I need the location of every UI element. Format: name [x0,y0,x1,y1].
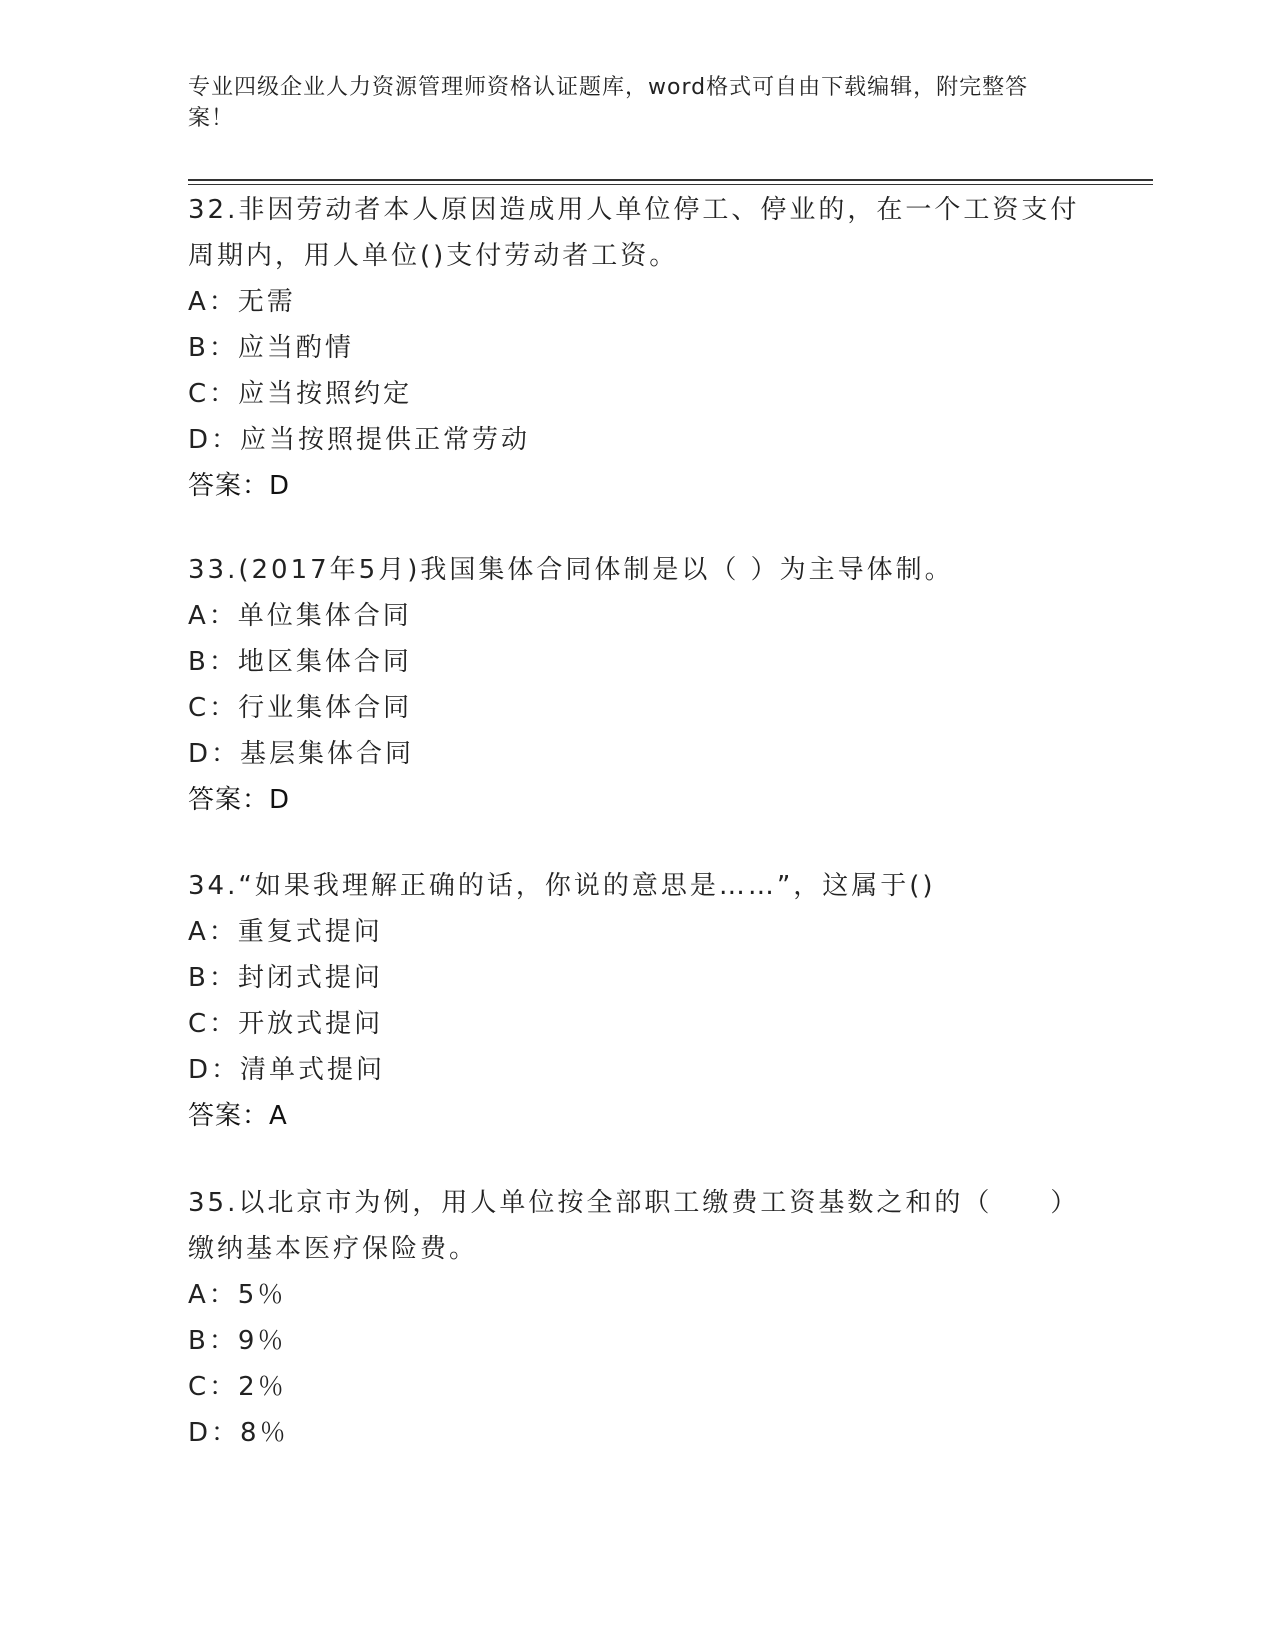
answer-text: 答案：A [188,1101,288,1131]
question-stem: 34.“如果我理解正确的话，你说的意思是……”，这属于() [188,871,936,901]
option-c: C：行业集体合同 [188,693,413,723]
question-35 [188,1180,1088,1456]
question-stem: 35.以北京市为例，用人单位按全部职工缴费工资基数之和的（ ）缴纳基本医疗保险费。 [188,1188,1080,1264]
option-a: A：5％ [188,1280,287,1310]
option-d: D：清单式提问 [188,1055,386,1085]
option-d: D：8％ [188,1418,289,1448]
option-a: A：重复式提问 [188,917,383,947]
option-b: B：封闭式提问 [188,963,383,993]
question-34 [188,863,1088,1139]
answer-text: 答案：D [188,785,291,815]
question-stem: 33.(2017年5月)我国集体合同体制是以（ ）为主导体制。 [188,555,954,585]
question-stem: 32.非因劳动者本人原因造成用人单位停工、停业的，在一个工资支付周期内，用人单位()支付劳动者工资。 [188,195,1080,271]
option-d: D：基层集体合同 [188,739,415,769]
option-a: A：无需 [188,287,296,317]
option-c: C：应当按照约定 [188,379,413,409]
option-c: C：2％ [188,1372,287,1402]
option-b: B：应当酌情 [188,333,354,363]
header-divider-thin [188,184,1153,185]
option-b: B：9％ [188,1326,287,1356]
option-b: B：地区集体合同 [188,647,412,677]
option-c: C：开放式提问 [188,1009,384,1039]
question-33 [188,547,1088,823]
option-a: A：单位集体合同 [188,601,412,631]
option-d: D：应当按照提供正常劳动 [188,425,531,455]
header-divider-thick [188,179,1153,181]
document-header: 专业四级企业人力资源管理师资格认证题库，word格式可自由下载编辑，附完整答案！ [188,75,1029,131]
question-32 [188,187,1088,509]
answer-text: 答案：D [188,471,291,501]
